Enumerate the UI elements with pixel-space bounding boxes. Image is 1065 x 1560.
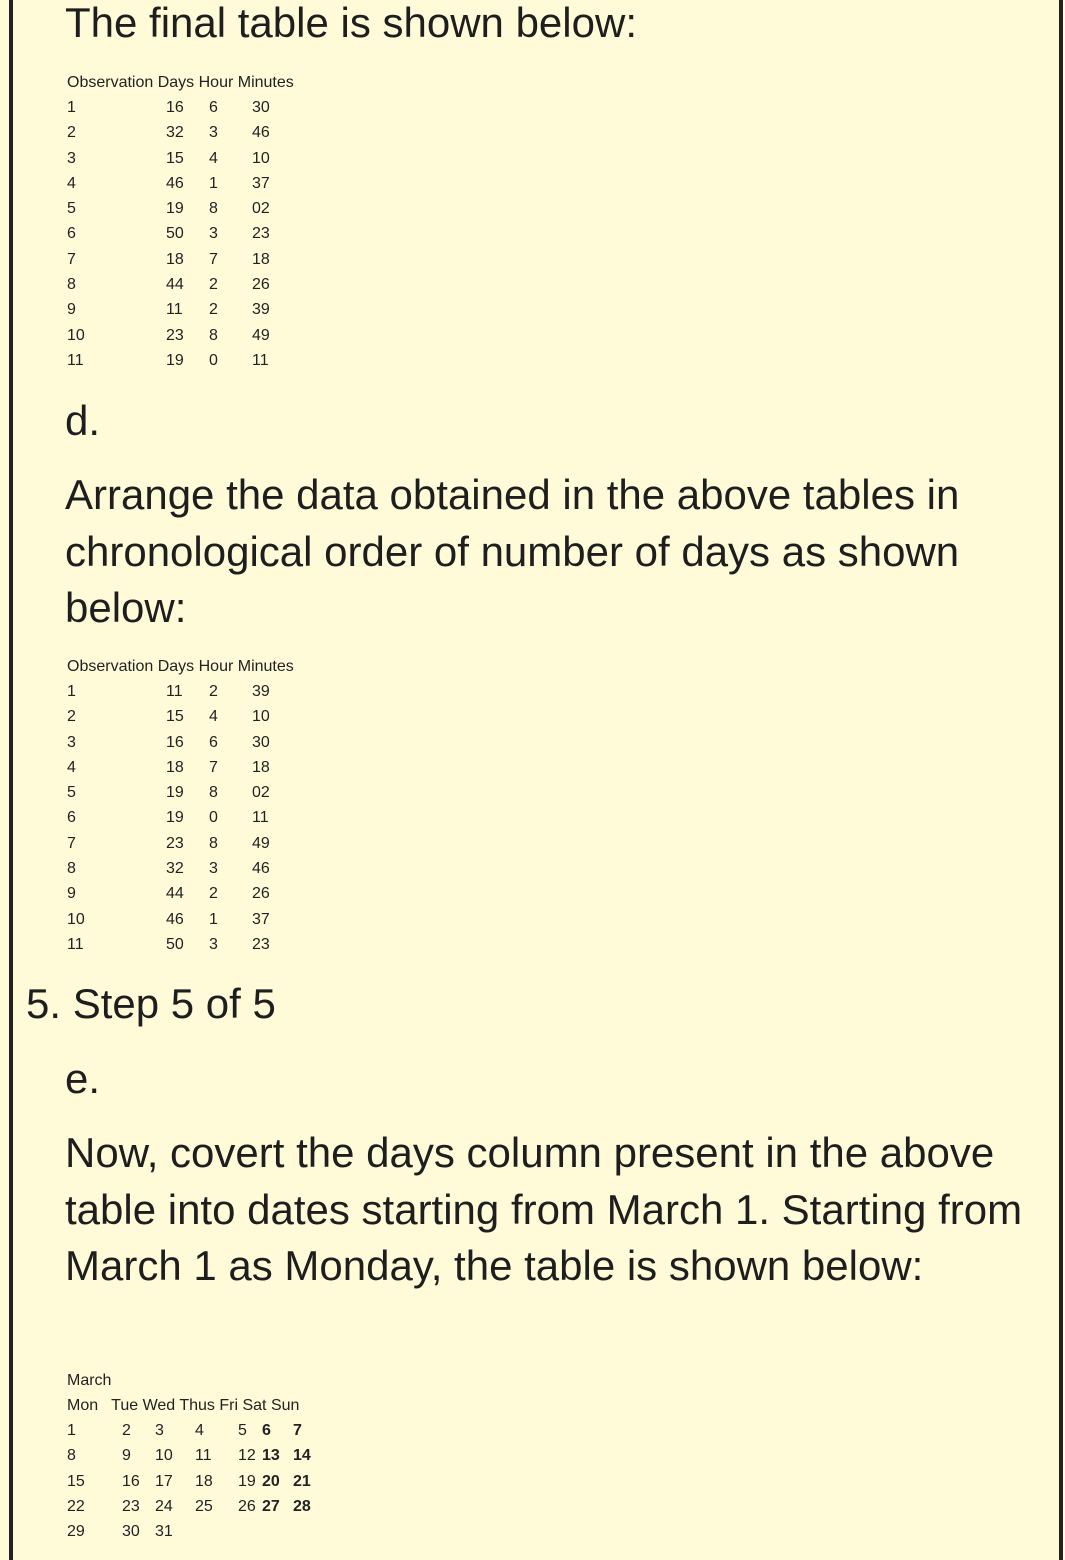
table-cell: 1 [67, 683, 76, 700]
table-cell: 0 [209, 809, 218, 827]
calendar-day: 1 [67, 1422, 76, 1439]
table-cell: 30 [252, 733, 270, 751]
table-row [67, 272, 294, 297]
final-table [67, 70, 294, 373]
table-cell: 19 [166, 809, 184, 827]
table-cell: 1 [209, 910, 218, 928]
table-cell: 2 [209, 276, 218, 294]
table-cell: 49 [252, 834, 270, 852]
table-cell: 23 [252, 225, 270, 243]
table-cell: 7 [67, 834, 76, 852]
calendar-month: March [67, 1372, 112, 1389]
table-cell: 18 [166, 758, 184, 776]
calendar-week-row [67, 1519, 299, 1544]
march-calendar [67, 1368, 311, 1544]
table-cell: 23 [252, 935, 270, 953]
table-cell: 11 [252, 351, 269, 369]
calendar-day: 29 [67, 1523, 85, 1541]
calendar-week-row [67, 1494, 311, 1519]
table-cell: 19 [166, 200, 184, 218]
table-cell: 8 [67, 276, 76, 294]
table-cell: 32 [166, 124, 184, 142]
table-cell: 46 [166, 174, 184, 192]
table-cell: 10 [252, 708, 270, 726]
calendar-day: 20 [262, 1472, 280, 1490]
table-cell: 10 [252, 149, 270, 167]
calendar-day: 27 [262, 1497, 280, 1515]
table-cell: 15 [166, 149, 184, 167]
table-row [67, 171, 294, 196]
calendar-day: 17 [155, 1472, 173, 1490]
table-cell: 3 [209, 860, 218, 878]
table-body [67, 679, 294, 957]
calendar-day: 5 [238, 1422, 247, 1439]
table-cell: 15 [166, 708, 184, 726]
calendar-week-row [67, 1469, 311, 1494]
table-cell: 6 [209, 733, 218, 751]
table-row [67, 881, 294, 906]
table-cell: 5 [67, 200, 76, 218]
calendar-day: 4 [195, 1422, 204, 1439]
calendar-day: 8 [67, 1447, 76, 1465]
table-cell: 1 [67, 99, 76, 116]
intro-heading: The final table is shown below: [65, 0, 637, 46]
table-cell: 02 [252, 200, 270, 218]
table-cell: 4 [209, 149, 218, 167]
calendar-weekday-header: Mon Tue Wed Thus Fri Sat Sun [67, 1397, 300, 1414]
table-cell: 6 [67, 809, 76, 827]
table-cell: 02 [252, 784, 270, 802]
table-row [67, 780, 294, 805]
table-header: Observation Days Hour Minutes [67, 658, 294, 675]
table-cell: 8 [67, 860, 76, 878]
table-row [67, 146, 294, 171]
table-cell: 9 [67, 885, 76, 903]
table-row [67, 247, 294, 272]
table-cell: 26 [252, 276, 270, 294]
right-margin-bar [1059, 0, 1063, 1560]
table-cell: 37 [252, 910, 270, 928]
calendar-day: 16 [122, 1472, 140, 1490]
left-margin-bar [9, 0, 13, 1560]
table-cell: 2 [67, 708, 76, 726]
calendar-day: 28 [293, 1497, 311, 1515]
table-cell: 2 [67, 124, 76, 142]
part-d-instructions: Arrange the data obtained in the above tables in chronological order of number of days as shown below: [65, 471, 960, 631]
table-cell: 23 [166, 326, 184, 344]
part-e-label: e. [65, 1055, 101, 1102]
table-cell: 3 [209, 124, 218, 142]
table-row [67, 95, 294, 120]
table-cell: 8 [209, 784, 218, 802]
table-cell: 11 [67, 351, 84, 369]
table-cell: 18 [252, 250, 270, 268]
table-cell: 11 [166, 683, 183, 700]
table-row [67, 932, 294, 957]
table-cell: 50 [166, 225, 184, 243]
table-row [67, 297, 294, 322]
table-cell: 44 [166, 885, 184, 903]
sorted-table [67, 654, 294, 957]
table-row [67, 679, 294, 704]
table-cell: 39 [252, 683, 270, 700]
table-row [67, 730, 294, 755]
table-cell: 10 [67, 326, 85, 344]
table-cell: 3 [209, 935, 218, 953]
calendar-week-row [67, 1443, 311, 1468]
table-cell: 39 [252, 301, 270, 319]
calendar-day: 12 [238, 1447, 256, 1465]
step-heading: 5. Step 5 of 5 [26, 980, 276, 1027]
table-row [67, 348, 294, 373]
table-body [67, 95, 294, 373]
table-cell: 10 [67, 910, 85, 928]
calendar-day: 11 [195, 1447, 212, 1465]
table-cell: 37 [252, 174, 270, 192]
table-cell: 26 [252, 885, 270, 903]
table-row [67, 907, 294, 932]
table-cell: 2 [209, 683, 218, 700]
table-cell: 4 [67, 174, 76, 192]
table-row [67, 805, 294, 830]
calendar-day: 24 [155, 1497, 173, 1515]
table-row [67, 831, 294, 856]
table-cell: 3 [209, 225, 218, 243]
calendar-day: 25 [195, 1497, 213, 1515]
calendar-day: 30 [122, 1523, 140, 1541]
part-e-instructions: Now, covert the days column present in the above table into dates starting from March 1. Starting from March 1 as Monday, the table is shown below: [65, 1129, 1023, 1289]
calendar-body [67, 1418, 311, 1544]
table-cell: 18 [252, 758, 270, 776]
table-cell: 46 [252, 860, 270, 878]
calendar-day: 21 [293, 1472, 311, 1490]
table-cell: 32 [166, 860, 184, 878]
table-cell: 3 [67, 149, 76, 167]
calendar-day: 6 [262, 1422, 271, 1439]
table-header: Observation Days Hour Minutes [67, 74, 294, 91]
table-cell: 9 [67, 301, 76, 319]
calendar-day: 23 [122, 1497, 140, 1515]
calendar-day: 2 [122, 1422, 131, 1439]
table-cell: 0 [209, 351, 218, 369]
table-cell: 50 [166, 935, 184, 953]
table-cell: 3 [67, 733, 76, 751]
table-cell: 6 [209, 99, 218, 116]
table-cell: 11 [252, 809, 269, 827]
table-cell: 7 [209, 758, 218, 776]
table-cell: 1 [209, 174, 218, 192]
table-row [67, 196, 294, 221]
table-row [67, 704, 294, 729]
calendar-day: 14 [293, 1447, 311, 1465]
table-cell: 18 [166, 250, 184, 268]
calendar-day: 3 [155, 1422, 164, 1439]
calendar-day: 31 [155, 1523, 173, 1541]
table-row [67, 856, 294, 881]
table-cell: 6 [67, 225, 76, 243]
table-cell: 8 [209, 200, 218, 218]
table-row [67, 323, 294, 348]
table-cell: 19 [166, 784, 184, 802]
table-cell: 5 [67, 784, 76, 802]
table-cell: 16 [166, 733, 184, 751]
calendar-day: 19 [238, 1472, 256, 1490]
table-cell: 16 [166, 99, 184, 116]
table-cell: 30 [252, 99, 270, 116]
table-cell: 4 [67, 758, 76, 776]
table-cell: 2 [209, 301, 218, 319]
table-cell: 23 [166, 834, 184, 852]
table-cell: 11 [67, 935, 84, 953]
table-cell: 2 [209, 885, 218, 903]
table-row [67, 755, 294, 780]
table-row [67, 120, 294, 145]
calendar-day: 7 [293, 1422, 302, 1439]
table-cell: 19 [166, 351, 184, 369]
table-cell: 8 [209, 834, 218, 852]
calendar-day: 22 [67, 1497, 85, 1515]
calendar-day: 18 [195, 1472, 213, 1490]
calendar-day: 15 [67, 1472, 85, 1490]
calendar-day: 13 [262, 1447, 280, 1465]
table-cell: 11 [166, 301, 183, 319]
table-cell: 7 [67, 250, 76, 268]
table-cell: 46 [252, 124, 270, 142]
calendar-day: 26 [238, 1497, 256, 1515]
table-cell: 44 [166, 276, 184, 294]
calendar-day: 9 [122, 1447, 131, 1465]
table-cell: 49 [252, 326, 270, 344]
calendar-week-row [67, 1418, 302, 1443]
table-cell: 4 [209, 708, 218, 726]
calendar-day: 10 [155, 1447, 173, 1465]
table-cell: 46 [166, 910, 184, 928]
table-cell: 8 [209, 326, 218, 344]
table-cell: 7 [209, 250, 218, 268]
part-d-label: d. [65, 397, 101, 444]
table-row [67, 221, 294, 246]
